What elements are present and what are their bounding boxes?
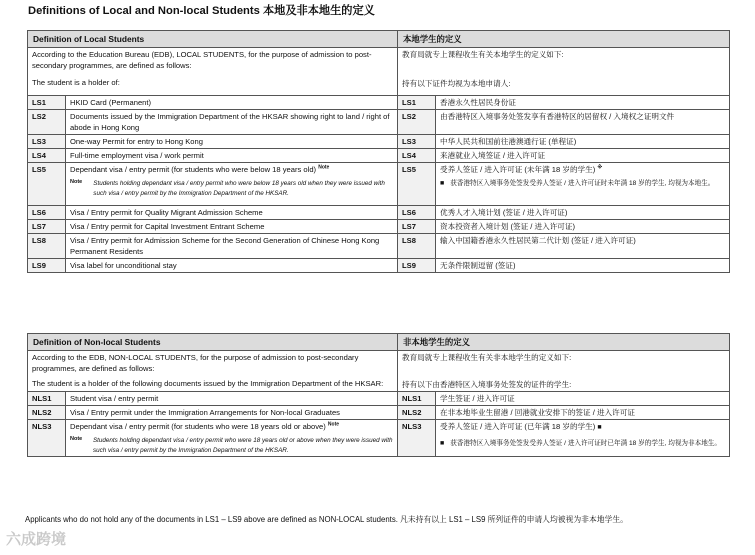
row-code: LS8 [28, 234, 66, 259]
row-en: Visa label for unconditional stay [66, 259, 398, 273]
row-code: LS7 [28, 220, 66, 234]
row-code-cn: LS4 [398, 149, 436, 163]
row-cn: 中华人民共和国前往港澳通行证 (单程证) [436, 135, 730, 149]
row-cn-with-note: 受养人签证 / 进入许可证 (已年满 18 岁的学生) ■ ■ 获香港特区入境事务处签发受养人签证 / 进入许可证时已年满 18 岁的学生, 均视为非本地生。 [436, 420, 730, 457]
row-cn: 在非本地毕业生留港 / 回港就业安排下的签证 / 进入许可证 [436, 406, 730, 420]
row-code-cn: NLS3 [398, 420, 436, 457]
row-cn: 来港就业入境签证 / 进入许可证 [436, 149, 730, 163]
local-header-cn: 本地学生的定义 [398, 31, 730, 48]
row-code: LS9 [28, 259, 66, 273]
row-code: LS6 [28, 206, 66, 220]
row-code-cn: LS6 [398, 206, 436, 220]
note-bullet-icon: ■ [440, 180, 445, 188]
local-intro-cn: 教育局就专上课程收生有关本地学生的定义如下: 持有以下证件均视为本地申请人: [398, 48, 730, 96]
row-cn: 输入中国籍香港永久性居民第二代计划 (签证 / 进入许可证) [436, 234, 730, 259]
row-en-with-note: Dependant visa / entry permit (for students who were 18 years old or above) $^{Note}$ Note Students holding dependant visa / entry permit who were 18 years old or above when they were issued with such visa / entry permit by the Immigration Department of the HKSAR. [66, 420, 398, 457]
row-code: NLS1 [28, 392, 66, 406]
nonlocal-header-cn: 非本地学生的定义 [398, 334, 730, 351]
row-code: NLS3 [28, 420, 66, 457]
row-code: LS5 [28, 163, 66, 206]
row-code-cn: LS5 [398, 163, 436, 206]
row-en: Student visa / entry permit [66, 392, 398, 406]
row-code: NLS2 [28, 406, 66, 420]
row-en: Documents issued by the Immigration Department of the HKSAR showing right to land / right of abode in Hong Kong [66, 110, 398, 135]
row-en: Visa / Entry permit for Quality Migrant Admission Scheme [66, 206, 398, 220]
row-code-cn: LS1 [398, 96, 436, 110]
row-cn-with-note: 受养人签证 / 进入许可证 (未年满 18 岁的学生) ※ ■ 获香港特区入境事务处签发受养人签证 / 进入许可证时未年满 18 岁的学生, 均视为本地生。 [436, 163, 730, 206]
row-code-cn: NLS1 [398, 392, 436, 406]
local-intro-en: According to the Education Bureau (EDB), LOCAL STUDENTS, for the purpose of admission to post-secondary programmes, are defined as follows: The student is a holder of: [28, 48, 398, 96]
nonlocal-intro-cn: 教育局就专上课程收生有关非本地学生的定义如下: 持有以下由香港特区入境事务处签发的证件的学生: [398, 351, 730, 392]
row-code-cn: NLS2 [398, 406, 436, 420]
row-cn: 无条件限制逗留 (签证) [436, 259, 730, 273]
watermark: 六成跨境 [6, 531, 67, 548]
footer-note: Applicants who do not hold any of the documents in LS1 – LS9 above are defined as NON-LOCAL students. 凡未持有以上 LS1 – LS9 所列证件的申请人均被视为非本地学生。 [25, 515, 628, 524]
row-en: Visa / Entry permit for Admission Scheme for the Second Generation of Chinese Hong Kong Permanent Residents [66, 234, 398, 259]
row-en-with-note: Dependant visa / entry permit (for students who were below 18 years old) $^{Note}$ Note Students holding dependant visa / entry permit who were below 18 years old when they were issued with such visa / entry permit by the Immigration Department of the HKSAR. [66, 163, 398, 206]
row-en: One-way Permit for entry to Hong Kong [66, 135, 398, 149]
row-code-cn: LS7 [398, 220, 436, 234]
row-en: Full-time employment visa / work permit [66, 149, 398, 163]
note-text-en: Students holding dependant visa / entry permit who were 18 years old or above when they were issued with such visa / entry permit by the Immigration Department of the HKSAR. [92, 437, 393, 454]
note-label: Note [70, 436, 83, 443]
row-cn: 香港永久性居民身份证 [436, 96, 730, 110]
note-bullet-icon: ■ [440, 440, 445, 448]
row-cn: 资本投资者入境计划 (签证 / 进入许可证) [436, 220, 730, 234]
row-en: Visa / Entry permit for Capital Investment Entrant Scheme [66, 220, 398, 234]
note-text-cn: 获香港特区入境事务处签发受养人签证 / 进入许可证时已年满 18 岁的学生, 均视为非本地生。 [450, 440, 721, 448]
row-code-cn: LS2 [398, 110, 436, 135]
note-text-en: Students holding dependant visa / entry permit who were below 18 years old when they were issued with such visa / entry permit by the Immigration Department of the HKSAR. [93, 180, 385, 197]
local-students-table [27, 30, 730, 273]
local-header-en: Definition of Local Students [28, 31, 398, 48]
row-code-cn: LS3 [398, 135, 436, 149]
row-code-cn: LS8 [398, 234, 436, 259]
nonlocal-header-en: Definition of Non-local Students [28, 334, 398, 351]
note-text-cn: 获香港特区入境事务处签发受养人签证 / 进入许可证时未年满 18 岁的学生, 均视为本地生。 [450, 180, 715, 188]
row-en: HKID Card (Permanent) [66, 96, 398, 110]
row-code: LS4 [28, 149, 66, 163]
row-en: Visa / Entry permit under the Immigration Arrangements for Non-local Graduates [66, 406, 398, 420]
nonlocal-intro-en: According to the EDB, NON-LOCAL STUDENTS, for the purpose of admission to post-secondary programmes, are defined as follows: The student is a holder of the following documents issued by the Immigration Department of the HKSAR: [28, 351, 398, 392]
row-cn: 由香港特区入境事务处签发享有香港特区的居留权 / 入境权之证明文件 [436, 110, 730, 135]
row-code: LS1 [28, 96, 66, 110]
row-code-cn: LS9 [398, 259, 436, 273]
page-title: Definitions of Local and Non-local Students 本地及非本地生的定义 [28, 5, 375, 17]
row-code: LS3 [28, 135, 66, 149]
row-code: LS2 [28, 110, 66, 135]
row-cn: 优秀人才入境计划 (签证 / 进入许可证) [436, 206, 730, 220]
note-label: Note [70, 179, 83, 186]
row-cn: 学生签证 / 进入许可证 [436, 392, 730, 406]
nonlocal-students-table [27, 333, 730, 457]
